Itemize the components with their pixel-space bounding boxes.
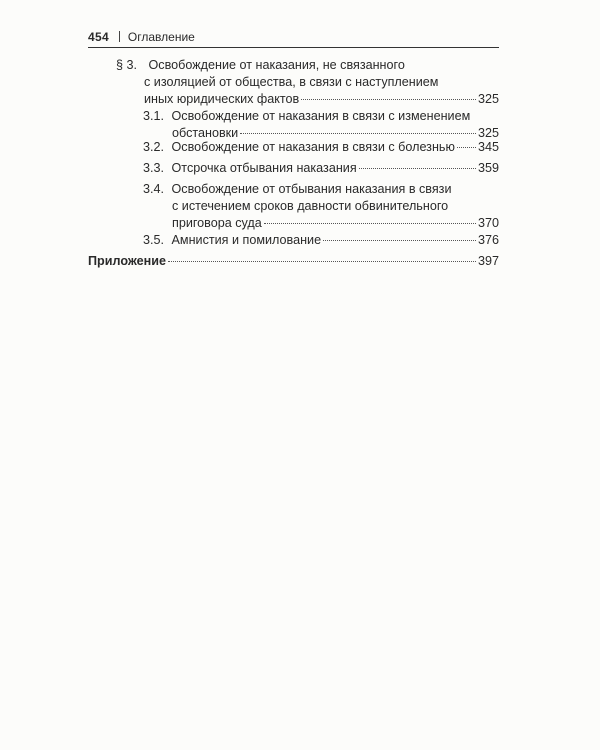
toc-entry-3-3[interactable] <box>143 160 499 177</box>
toc-page-number: 325 <box>477 92 499 106</box>
toc-page-number: 345 <box>477 140 499 154</box>
toc-entry-number: 3.5. <box>143 233 165 247</box>
toc-entry-3-4[interactable] <box>143 181 499 232</box>
page-number: 454 <box>88 30 109 44</box>
toc-entry-s3[interactable] <box>116 57 499 108</box>
toc-entry-number: 3.3. <box>143 161 165 175</box>
toc-page-number: 376 <box>477 233 499 247</box>
toc-leader-dots <box>323 239 476 241</box>
toc-page-number: 370 <box>477 216 499 230</box>
toc-leader-dots <box>359 167 476 169</box>
toc-entry-title-line3: приговора суда <box>172 216 262 230</box>
toc-entry-number: 3.1. <box>143 109 165 123</box>
toc-section-prefix: § 3. <box>116 58 138 72</box>
toc-entry-title-line1: Освобождение от отбывания наказания в связи <box>171 182 452 196</box>
toc-entry-number: 3.2. <box>143 140 165 154</box>
toc-entry-3-5[interactable] <box>143 232 499 249</box>
toc-entry-title-line1: Отсрочка отбывания наказания <box>171 161 357 175</box>
toc-entry-3-2[interactable] <box>143 139 499 156</box>
running-title: Оглавление <box>127 30 195 44</box>
toc-leader-dots <box>264 222 476 224</box>
toc-leader-dots <box>168 260 476 262</box>
toc-entry-title-line2: с изоляцией от общества, в связи с наступлением <box>144 75 439 89</box>
toc-leader-dots <box>457 146 476 148</box>
toc-entry-3-1[interactable] <box>143 108 499 142</box>
toc-appendix-label: Приложение <box>88 254 166 268</box>
toc-entry-title-line1: Освобождение от наказания в связи с болезнью <box>171 140 455 154</box>
toc-entry-title-line2: с истечением сроков давности обвинительного <box>172 199 449 213</box>
toc-entry-title-line1: Освобождение от наказания в связи с изменением <box>171 109 471 123</box>
toc-entry-appendix[interactable] <box>88 253 499 270</box>
toc-entry-title-line3: иных юридических фактов <box>144 92 300 106</box>
toc-entry-title-line2: обстановки <box>172 126 239 140</box>
toc-leader-dots <box>240 132 476 134</box>
toc-entry-title-line1: Освобождение от наказания, не связанного <box>148 58 405 72</box>
toc-entry-title-line1: Амнистия и помилование <box>171 233 322 247</box>
toc-leader-dots <box>301 98 476 100</box>
toc-page-number: 325 <box>477 126 499 140</box>
toc-entry-number: 3.4. <box>143 182 165 196</box>
toc-page-number: 397 <box>477 254 499 268</box>
toc-page-number: 359 <box>477 161 499 175</box>
